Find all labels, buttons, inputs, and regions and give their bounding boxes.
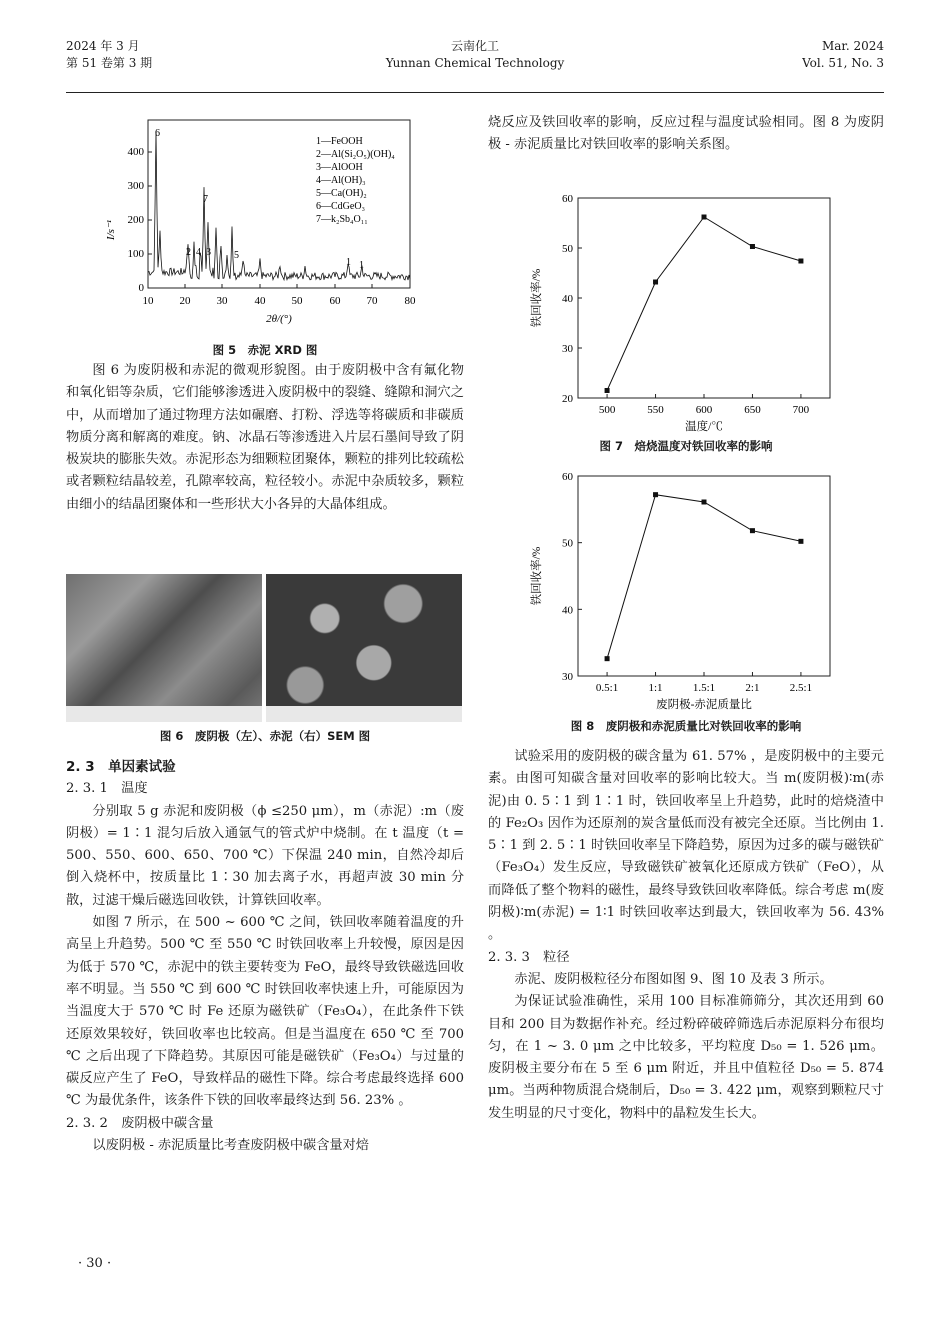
header-journal-en: Yunnan Chemical Technology <box>385 56 565 70</box>
x-tick-label: 600 <box>695 404 713 416</box>
series-line <box>607 495 801 659</box>
paragraph: 分别取 5 g 赤泥和废阴极（ϕ ≤250 μm），m（赤泥）:m（废阴极）= 1∶1 混匀后放入通氩气的管式炉中烧制。在 t 温度（t = 500、550、600、650、700 ℃）下保温 240 min，自然冷却后倒入烧杯中，按质量比 1∶30 加去离子水，再超声波 30 min 分散，过滤干燥后磁选回收铁，计算铁回收率。 <box>66 803 464 908</box>
xrd-xlabel: 2θ/(°) <box>266 313 292 325</box>
xrd-peak-label: 2 <box>186 247 191 258</box>
xrd-x-ticks <box>143 295 417 307</box>
xrd-figure <box>100 112 430 340</box>
xrd-legend-item: 6—CdGeO₃ <box>316 201 366 212</box>
left-column-bottom <box>66 756 464 1157</box>
right-column-bottom <box>488 746 884 1125</box>
x-tick-label: 1:1 <box>648 682 663 694</box>
paragraph: 图 6 为废阴极和赤泥的微观形貌图。由于废阴极中含有氟化物和氧化铝等杂质，它们能够渗透进入废阴极中的裂缝、缝隙和洞穴之中，从而增加了通过物理方法如碾磨、打粉、浮选等将碳质和非碳质物质分离和解离的难度。钠、冰晶石等渗透进入片层石墨间导致了阴极炭块的膨胀失效。赤泥形态为细颗粒团聚体，颗粒的排列比较疏松或者颗粒结晶较差，孔隙率较高，粒径较小。赤泥中杂质较多，颗粒由细小的结晶团聚体和一些形状大小各异的大晶体组成。 <box>66 363 464 512</box>
y-tick-label: 40 <box>562 293 573 305</box>
data-point <box>750 244 755 249</box>
paragraph: 赤泥、废阴极粒径分布图如图 9、图 10 及表 3 所示。 <box>514 971 833 987</box>
data-point <box>653 280 658 285</box>
y-tick-label: 60 <box>562 471 573 483</box>
header-journal-cn: 云南化工 <box>450 39 499 53</box>
x-tick-label: 550 <box>647 404 664 416</box>
data-point <box>653 492 658 497</box>
x-tick-label: 2.5:1 <box>789 682 813 694</box>
xrd-legend-item: 7—k₂Sb₄O₁₁ <box>316 214 368 225</box>
fig7-caption: 图 7 焙烧温度对铁回收率的影响 <box>599 439 773 453</box>
paragraph: 以废阴极 - 赤泥质量比考查废阴极中碳含量对焙 <box>92 1138 369 1154</box>
fig8-chart <box>520 466 850 714</box>
x-tick-label: 1.5:1 <box>692 682 716 694</box>
header-rule <box>66 92 884 93</box>
xrd-legend-item: 2—Al(Si₂O₅)(OH)₄ <box>316 149 395 160</box>
y-tick-label: 60 <box>562 193 573 205</box>
xrd-xtick: 50 <box>291 295 303 307</box>
data-point <box>750 528 755 533</box>
series-line <box>607 217 801 391</box>
xrd-ytick: 100 <box>127 248 144 260</box>
data-point <box>798 539 803 544</box>
paragraph: 烧反应及铁回收率的影响，反应过程与温度试验相同。图 8 为废阴极 - 赤泥质量比对铁回收率的影响关系图。 <box>488 115 884 153</box>
data-point <box>605 656 610 661</box>
paragraph: 如图 7 所示，在 500 ~ 600 ℃ 之间，铁回收率随着温度的升高呈上升趋势。500 ℃ 至 550 ℃ 时铁回收率上升较慢，原因是因为低于 570 ℃，赤泥中的铁主要转变为 FeO，最终导致铁磁选回收率不明显。当 550 ℃ 到 600 ℃ 时铁回收率快速上升，可能原因为当温度大于 570 ℃ 时 Fe 还原为磁铁矿（Fe₃O₄），在此条件下铁还原效果较好，铁回收率也比较高。但是当温度在 650 ℃ 至 700 ℃ 之后出现了下降趋势。其原因可能是磁铁矿（Fe₃O₄）与过量的碳反应产生了 FeO，导致样品的磁性下降。综合考虑最终选择 600 ℃ 为最优条件，该条件下铁的回收率最终达到 56. 23% 。 <box>66 915 464 1109</box>
subsection-heading: 2. 3. 2 废阴极中碳含量 <box>66 1115 214 1131</box>
xrd-ytick: 400 <box>127 146 144 158</box>
data-point <box>605 388 610 393</box>
x-tick-label: 650 <box>744 404 761 416</box>
data-point <box>798 259 803 264</box>
xrd-ytick: 300 <box>127 180 144 192</box>
xrd-ylabel: I/s⁻¹ <box>105 219 117 241</box>
x-axis-label: 废阴极-赤泥质量比 <box>656 699 752 711</box>
y-tick-label: 30 <box>562 343 573 355</box>
xrd-xtick: 60 <box>329 295 341 307</box>
xrd-xtick: 80 <box>404 295 416 307</box>
xrd-peak-label: 4 <box>196 247 201 258</box>
xrd-ytick: 0 <box>138 282 144 294</box>
y-tick-label: 40 <box>562 604 573 617</box>
xrd-legend <box>316 136 395 225</box>
xrd-xtick: 40 <box>254 295 266 307</box>
data-point <box>702 215 707 220</box>
header-volume-en: Vol. 51, No. 3 <box>802 56 884 70</box>
plot-frame <box>578 198 830 398</box>
xrd-legend-item: 4—Al(OH)₃ <box>316 175 366 186</box>
xrd-peak-label: 1 <box>359 260 364 271</box>
xrd-legend-item: 1—FeOOH <box>316 136 363 147</box>
xrd-ytick: 200 <box>127 214 144 226</box>
xrd-peak-label: 3 <box>206 247 211 258</box>
x-tick-label: 500 <box>598 404 616 416</box>
fig7-chart <box>520 188 850 436</box>
xrd-xtick: 30 <box>216 295 228 307</box>
xrd-legend-item: 5—Ca(OH)₂ <box>316 188 367 199</box>
section-heading: 2. 3 单因素试验 <box>66 759 176 775</box>
left-column-top <box>66 360 464 516</box>
y-axis-label: 铁回收率/% <box>531 268 543 328</box>
fig6-caption: 图 6 废阴极（左）、赤泥（右）SEM 图 <box>159 729 371 743</box>
y-tick-label: 20 <box>562 393 573 405</box>
xrd-legend-item: 3—AlOOH <box>316 162 363 173</box>
xrd-xtick: 20 <box>179 295 191 307</box>
xrd-peak-label: 7 <box>203 194 208 205</box>
subsection-heading: 2. 3. 3 粒径 <box>488 949 570 965</box>
x-axis-label: 温度/℃ <box>685 421 723 433</box>
header-date-en: Mar. 2024 <box>821 39 884 53</box>
x-tick-label: 2:1 <box>745 682 760 694</box>
x-tick-label: 0.5:1 <box>595 682 619 694</box>
xrd-peak-label: 5 <box>234 250 239 261</box>
sem-image-cathode <box>66 574 262 722</box>
data-point <box>702 500 707 505</box>
sem-image-redmud <box>266 574 462 722</box>
fig8-caption: 图 8 废阴极和赤泥质量比对铁回收率的影响 <box>570 719 802 733</box>
header-date-cn: 2024 年 3 月 <box>66 39 140 53</box>
y-axis-label: 铁回收率/% <box>531 546 543 606</box>
xrd-xtick: 70 <box>366 295 378 307</box>
paragraph: 试验采用的废阴极的碳含量为 61. 57% ，是废阴极中的主要元素。由图可知碳含量对回收率的影响比较大。当 m(废阴极)∶m(赤泥)由 0. 5∶1 到 1∶1 时，铁回收率呈上升趋势，此时的焙烧渣中的 Fe₂O₃ 因作为还原剂的炭含量低而没有被完全还原。当比例由 1. 5∶1 到 2. 5∶1 时铁回收率呈下降趋势，原因为过多的碳与磁铁矿（Fe₃O₄）发生反应，导致磁铁矿被氧化还原成方铁矿（FeO），从而降低了整个物料的磁性，最终导致铁回收率降低。综合考虑 m(废阴极)∶m(赤泥) = 1∶1 时铁回收率达到最大，铁回收率为 56. 43% 。 <box>488 749 884 943</box>
paragraph: 为保证试验准确性，采用 100 目标准筛筛分，其次还用到 60 目和 200 目为数据作补充。经过粉碎破碎筛选后赤泥原料分布很均匀，在 1 ~ 3. 0 μm 之中比较多，平均粒度 D₅₀ = 1. 526 μm。废阴极主要分布在 5 至 6 μm 附近，并且中值粒径 D₅₀ = 5. 874 μm。当两种物质混合烧制后，D₅₀ = 3. 422 μm，观察到颗粒尺寸发生明显的尺寸变化，物料中的晶粒发生长大。 <box>488 994 884 1121</box>
xrd-xtick: 10 <box>142 295 154 307</box>
subsection-heading: 2. 3. 1 温度 <box>66 781 148 797</box>
page-number: · 30 · <box>78 1256 112 1271</box>
y-tick-label: 50 <box>562 537 573 550</box>
x-tick-label: 700 <box>792 404 810 416</box>
right-column-top <box>488 112 884 157</box>
y-tick-label: 50 <box>562 243 573 255</box>
xrd-peak-label: 6 <box>155 128 160 139</box>
plot-frame <box>578 476 830 676</box>
y-tick-label: 30 <box>562 671 573 683</box>
xrd-y-ticks <box>128 146 145 294</box>
xrd-peak-label: 1 <box>346 257 351 268</box>
header-volume-cn: 第 51 卷第 3 期 <box>66 56 153 70</box>
fig5-caption: 图 5 赤泥 XRD 图 <box>212 343 318 357</box>
